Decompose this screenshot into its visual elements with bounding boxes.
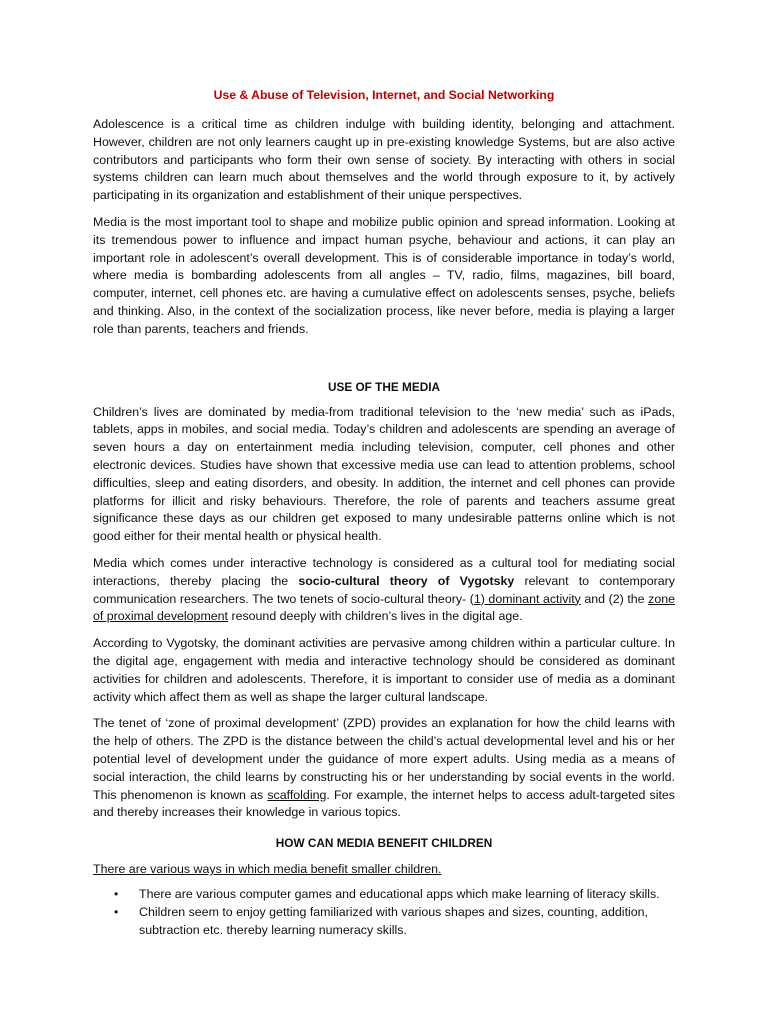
- use-paragraph-4: [93, 715, 675, 822]
- section-spacer: [93, 348, 675, 378]
- use-p4-text-b: . For example, the internet helps to access adult-targeted sites and thereby increases their knowledge in various topics.: [93, 787, 675, 820]
- document-title: Use & Abuse of Television, Internet, and Social Networking: [213, 88, 555, 102]
- scaffolding-underline: scaffolding: [267, 787, 327, 802]
- list-item: [93, 885, 675, 903]
- zpd-underline: zone of proximal development: [93, 591, 675, 624]
- use-paragraph-1: Children’s lives are dominated by media-from traditional television to the ‘new media’ such as iPads, tablets, apps in mobiles, and social media. Today’s children and adolescents are spending an average of seven hours a day on entertainment media including television, computer, cell phones and other electronic devices. Studies have shown that excessive media use can lead to attention problems, school difficulties, sleep and eating disorders, and obesity. In addition, the internet and cell phones can provide platforms for illicit and risky behaviours. Therefore, the role of parents and teachers assume great significance these days as our children get exposed to many undesirable patterns online which is not good either for their mental health or physical health.: [93, 404, 675, 544]
- use-paragraph-2: [93, 555, 675, 626]
- use-of-media-heading: USE OF THE MEDIA: [327, 379, 441, 394]
- intro-paragraph-1: Adolescence is a critical time as children indulge with building identity, belonging and attachment. However, children are not only learners caught up in pre-existing knowledge Systems, but are also active contributors and participants who form their own sense of society. By interacting with others in social systems children can learn much about themselves and the world through exposure to it, by actively participating in its organization and establishment of their unique perspectives.: [93, 117, 675, 203]
- list-item: [93, 903, 675, 939]
- benefit-list: [93, 885, 675, 939]
- use-p2-text-b: relevant to contemporary communication researchers. The two tenets of socio-cultural theory- (: [93, 573, 675, 606]
- use-p2-text-a: Media which comes under interactive technology is considered as a cultural tool for mediating social interactions, thereby placing the: [93, 555, 675, 588]
- bullet-icon: •: [114, 905, 119, 920]
- benefit-intro: There are various ways in which media benefit smaller children.: [93, 862, 442, 877]
- use-p2-text-c: and (2) the: [580, 591, 649, 606]
- document-page: [93, 86, 675, 939]
- bullet-icon: •: [114, 887, 119, 902]
- list-item-text: Children seem to enjoy getting familiarized with various shapes and sizes, counting, addition, subtraction etc. thereby learning numeracy skills.: [139, 905, 648, 938]
- use-paragraph-3: According to Vygotsky, the dominant activities are pervasive among children within a particular culture. In the digital age, engagement with media and interactive technology should be considered as dominant activities for children and adolescents. Therefore, it is important to consider use of media as a dominant activity which affect them as well as shape the larger cultural landscape.: [93, 636, 675, 704]
- dominant-activity-underline: 1) dominant activity: [473, 591, 581, 606]
- vygotsky-theory-bold: socio-cultural theory of Vygotsky: [298, 573, 515, 588]
- list-item-text: There are various computer games and educational apps which make learning of literacy skills.: [139, 887, 660, 902]
- use-p2-text-d: resound deeply with children’s lives in the digital age.: [228, 609, 523, 624]
- use-p4-text-a: The tenet of ‘zone of proximal development’ (ZPD) provides an explanation for how the child learns with the help of others. The ZPD is the distance between the child’s actual developmental level and his or her potential level of development under the guidance of more expert adults. Using media as a means of social interaction, the child learns by constructing his or her understanding by social events in the world. This phenomenon is known as: [93, 716, 675, 802]
- intro-paragraph-2: Media is the most important tool to shape and mobilize public opinion and spread information. Looking at its tremendous power to influence and impact human psyche, behaviour and actions, it can play an important role in adolescent’s overall development. This is of considerable importance in today’s world, where media is bombarding adolescents from all angles – TV, radio, films, magazines, bill board, computer, internet, cell phones etc. are having a cumulative effect on adolescents senses, psyche, beliefs and thinking. Also, in the context of the socialization process, like never before, media is playing a larger role than parents, teachers and friends.: [93, 214, 675, 336]
- benefit-heading: HOW CAN MEDIA BENEFIT CHILDREN: [275, 836, 493, 851]
